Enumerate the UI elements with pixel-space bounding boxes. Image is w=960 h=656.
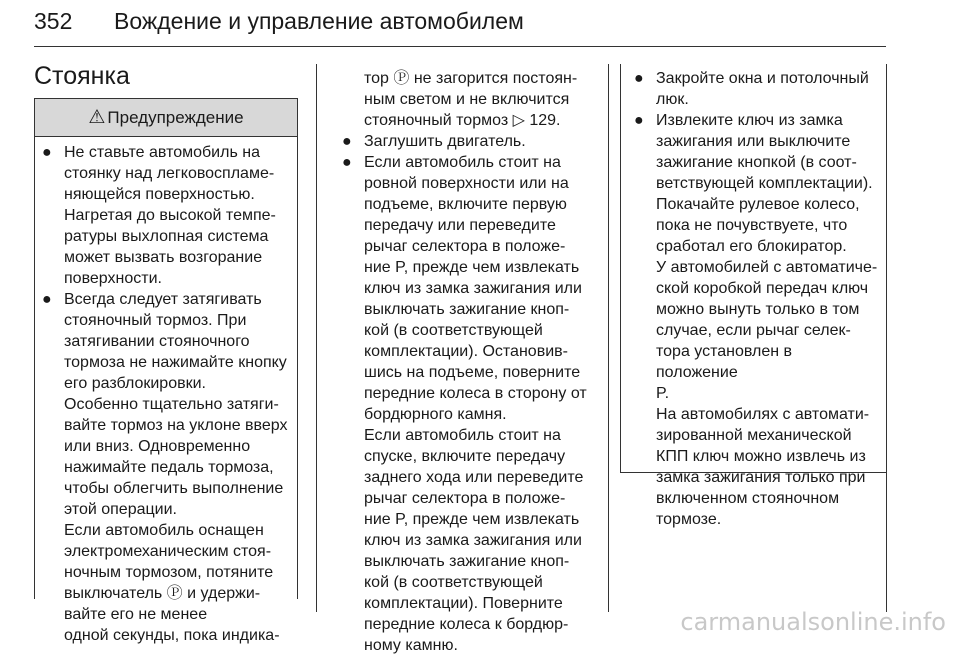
- bullet-icon: ●: [634, 112, 644, 129]
- list-item: [336, 131, 588, 152]
- bullet-icon: ●: [42, 144, 52, 161]
- list-item-text: Заглушить двигатель.: [364, 133, 526, 150]
- page-header: [34, 6, 886, 44]
- warning-content: [34, 142, 296, 646]
- warning-triangle-icon: ⚠: [88, 107, 106, 128]
- section-title: Стоянка: [34, 62, 130, 90]
- page-title: Вождение и управление автомобилем: [114, 8, 524, 34]
- bullet-icon: ●: [634, 70, 644, 87]
- column-2: [336, 68, 588, 656]
- column-divider: [316, 64, 317, 612]
- watermark: carmanualsonline.info: [680, 608, 946, 636]
- page-number: 352: [34, 8, 73, 34]
- column-3: [628, 68, 878, 530]
- list-item-text: Всегда следует затягивать стояночный тормоз. При затягивании стояночного тормоза не нажимайте кнопку его разблокировки. Особенно тщательно затяги- вайте тормоз на уклоне вверх или вниз. Одновременно нажимайте педаль тормоза, чтобы облегчить выполнение этой операции.: [64, 291, 288, 518]
- list-item: [34, 142, 296, 289]
- list-item: [628, 110, 878, 257]
- paragraph: тор Ⓟ не загорится постоян- ным светом и не включится стояночный тормоз ▷ 129.: [364, 70, 578, 129]
- list-item-text: Не ставьте автомобиль на стоянку над легковоспламе- няющейся поверхностью. Нагретая до высокой темпе- ратуры выхлопная система может вызвать возгорание поверхности.: [64, 144, 276, 287]
- list-item-text: Извлеките ключ из замка зажигания или выключите зажигание кнопкой (в соот- ветствующей комплектации). Покачайте рулевое колесо, пока не почувствуете, что сработал его блокиратор.: [656, 112, 873, 255]
- paragraph: Если автомобиль оснащен электромеханическим стоя- ночным тормозом, потяните выключатель Ⓟ и удержи- вайте его не менее одной секунды, пока индика-: [64, 522, 280, 644]
- column-divider: [608, 64, 609, 612]
- list-item-text: Если автомобиль стоит на ровной поверхности или на подъеме, включите первую передачу или переведите рычаг селектора в положе- ние P, прежде чем извлекать ключ из замка зажигания или выключать зажигание кноп- кой (в соответствующей комплектации). Остановив- шись на подъеме, поверните передние колеса в сторону от бордюрного камня.: [364, 154, 587, 423]
- warning-header: [35, 99, 297, 137]
- list-item-text: Закройте окна и потолочный люк.: [656, 70, 869, 108]
- warning-heading: Предупреждение: [107, 107, 244, 127]
- header-divider: [34, 46, 886, 47]
- list-item: [34, 289, 296, 520]
- bullet-icon: ●: [42, 291, 52, 308]
- list-item: [336, 152, 588, 425]
- bullet-icon: ●: [342, 133, 352, 150]
- paragraph: У автомобилей с автоматиче- ской коробкой передач ключ можно вынуть только в том случае, если рычаг селек- тора установлен в положение P.: [656, 259, 878, 402]
- list-item: [628, 68, 878, 110]
- bullet-icon: ●: [342, 154, 352, 171]
- column-divider: [886, 64, 887, 612]
- paragraph: Если автомобиль стоит на спуске, включите передачу заднего хода или переведите рычаг селектора в положе- ние P, прежде чем извлекать ключ из замка зажигания или выключать зажигание кноп- кой (в соответствующей комплектации). Поверните передние колеса к бордюр- ному камню.: [364, 427, 584, 654]
- paragraph: На автомобилях с автомати- зированной механической КПП ключ можно извлечь из замка зажигания только при включенном стояночном тормозе.: [656, 406, 870, 528]
